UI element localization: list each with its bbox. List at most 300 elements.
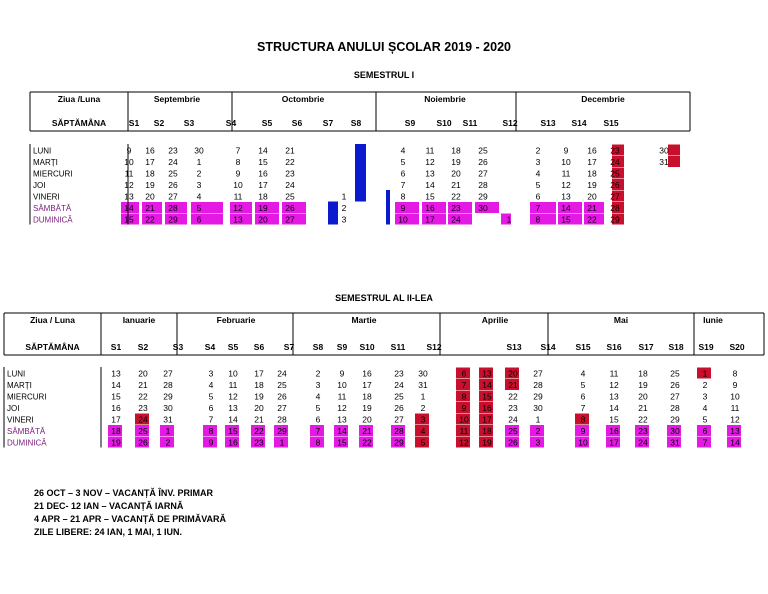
day-name: MARȚI <box>33 158 58 167</box>
date-cell: 29 <box>670 414 680 425</box>
date-cell: 19 <box>254 391 264 402</box>
week-label: S2 <box>137 342 149 352</box>
date-cell: 5 <box>580 380 586 390</box>
date-cell: 28 <box>277 414 287 425</box>
date-cell: 23 <box>168 145 178 156</box>
date-cell: 21 <box>587 203 597 213</box>
week-label: S4 <box>204 342 216 352</box>
date-cell: 26 <box>138 437 148 448</box>
month-label: Octombrie <box>281 94 325 104</box>
day-name: VINERI <box>33 192 60 202</box>
date-cell: 27 <box>163 368 173 379</box>
date-cell: 28 <box>670 403 680 413</box>
date-cell: 26 <box>670 380 680 390</box>
date-cell: 17 <box>111 414 121 425</box>
date-cell: 28 <box>478 180 488 190</box>
date-cell: 2 <box>165 437 171 448</box>
date-cell: 6 <box>580 391 586 402</box>
date-cell: 11 <box>730 403 740 413</box>
date-cell: 20 <box>451 168 461 179</box>
date-cell: 30 <box>533 403 543 413</box>
date-cell: 23 <box>254 437 264 448</box>
week-label: S7 <box>283 342 295 352</box>
date-cell: 22 <box>254 426 264 436</box>
date-cell: 9 <box>580 426 586 436</box>
date-cell: 9 <box>208 437 214 448</box>
date-cell: 17 <box>425 214 435 225</box>
date-cell: 19 <box>145 180 155 190</box>
date-cell: 12 <box>425 157 435 167</box>
date-cell: 3 <box>420 414 426 425</box>
date-cell: 16 <box>362 368 372 379</box>
date-cell: 27 <box>670 391 680 402</box>
date-cell: 29 <box>163 391 173 402</box>
vacation-notes <box>34 487 226 539</box>
day-name: MIERCURI <box>33 169 73 179</box>
week-label: S6 <box>291 118 303 128</box>
date-cell: 20 <box>254 403 264 413</box>
semester-1-title: SEMESTRUL I <box>353 70 415 80</box>
date-cell: 23 <box>638 426 648 436</box>
date-cell: 21 <box>362 426 372 436</box>
date-cell: 12 <box>561 180 571 190</box>
day-name: DUMINICĂ <box>33 215 73 225</box>
date-cell: 16 <box>111 403 121 413</box>
date-cell: 18 <box>451 145 461 156</box>
date-cell: 23 <box>508 403 518 413</box>
date-cell: 17 <box>145 157 155 167</box>
date-cell: 5 <box>535 180 541 190</box>
date-cell: 24 <box>451 214 461 225</box>
date-cell: 18 <box>362 391 372 402</box>
date-cell: 20 <box>587 191 597 202</box>
date-cell: 11 <box>425 145 435 156</box>
week-label: S12 <box>502 118 518 128</box>
date-cell: 21 <box>508 380 518 390</box>
week-label: S18 <box>668 342 684 352</box>
week-label: S5 <box>227 342 239 352</box>
date-cell: 5 <box>208 391 214 402</box>
date-cell: 18 <box>587 168 597 179</box>
week-label: S2 <box>153 118 165 128</box>
week-label: S13 <box>506 342 522 352</box>
date-cell: 5 <box>420 437 426 448</box>
date-cell: 26 <box>394 403 404 413</box>
date-cell: 24 <box>638 437 648 448</box>
date-cell: 4 <box>196 191 202 202</box>
date-cell: 21 <box>145 203 155 213</box>
date-cell: 12 <box>233 203 243 213</box>
date-cell: 25 <box>168 168 178 179</box>
date-cell: 5 <box>400 157 406 167</box>
date-cell: 2 <box>535 426 541 436</box>
date-cell: 4 <box>580 368 586 379</box>
date-cell: 14 <box>111 380 121 390</box>
date-cell: 18 <box>638 368 648 379</box>
date-cell: 26 <box>610 180 620 190</box>
date-cell: 28 <box>168 203 178 213</box>
date-cell: 2 <box>341 203 347 213</box>
date-cell: 12 <box>459 437 469 448</box>
date-cell: 17 <box>258 180 268 190</box>
date-cell: 4 <box>702 403 708 413</box>
week-label: S12 <box>426 342 442 352</box>
magenta-day-cell <box>530 202 556 213</box>
date-cell: 25 <box>285 191 295 202</box>
date-cell: 4 <box>420 426 426 436</box>
date-cell: 4 <box>400 145 406 156</box>
date-cell: 3 <box>535 157 541 167</box>
week-label: S10 <box>436 118 452 128</box>
date-cell: 11 <box>459 426 469 436</box>
date-cell: 10 <box>124 157 134 167</box>
week-label: S15 <box>603 118 619 128</box>
date-cell: 22 <box>285 157 295 167</box>
date-cell: 1 <box>165 426 171 436</box>
date-cell: 6 <box>315 414 321 425</box>
week-label: S9 <box>336 342 348 352</box>
date-cell: 9 <box>339 368 345 379</box>
date-cell: 16 <box>228 437 238 448</box>
date-cell: 31 <box>659 157 669 167</box>
date-cell: 16 <box>609 426 619 436</box>
date-cell: 2 <box>420 403 426 413</box>
date-cell: 27 <box>478 168 488 179</box>
date-cell: 21 <box>138 380 148 390</box>
month-label: Septembrie <box>153 94 201 104</box>
date-cell: 13 <box>730 426 740 436</box>
date-cell: 2 <box>535 145 541 156</box>
date-cell: 9 <box>732 380 738 390</box>
month-label: Iunie <box>703 315 723 325</box>
date-cell: 14 <box>730 437 740 448</box>
date-cell: 13 <box>482 368 492 379</box>
date-cell: 22 <box>508 391 518 402</box>
week-label: S5 <box>261 118 273 128</box>
date-cell: 10 <box>459 414 469 425</box>
blue-block <box>386 190 390 225</box>
date-cell: 25 <box>508 426 518 436</box>
date-cell: 1 <box>341 191 347 202</box>
date-cell: 12 <box>124 180 134 190</box>
week-label: S14 <box>571 118 587 128</box>
date-cell: 1 <box>420 391 426 402</box>
date-cell: 25 <box>394 391 404 402</box>
date-cell: 9 <box>126 145 132 156</box>
date-cell: 17 <box>254 368 264 379</box>
date-cell: 8 <box>315 437 321 448</box>
semester-2-title: SEMESTRUL AL II-LEA <box>335 293 433 303</box>
magenta-day-cell <box>530 214 556 225</box>
day-name: VINERI <box>7 415 34 425</box>
blue-block <box>328 202 338 225</box>
date-cell: 24 <box>277 368 287 379</box>
date-cell: 10 <box>398 214 408 225</box>
date-cell: 16 <box>425 203 435 213</box>
red-day-cell <box>668 156 680 167</box>
date-cell: 21 <box>285 145 295 156</box>
date-cell: 19 <box>258 203 268 213</box>
date-cell: 8 <box>208 426 214 436</box>
date-cell: 26 <box>478 157 488 167</box>
date-cell: 15 <box>111 391 121 402</box>
week-label: S6 <box>253 342 265 352</box>
date-cell: 7 <box>461 380 467 390</box>
week-label: S10 <box>359 342 375 352</box>
date-cell: 4 <box>315 391 321 402</box>
date-cell: 2 <box>702 380 708 390</box>
date-cell: 13 <box>337 414 347 425</box>
date-cell: 25 <box>478 145 488 156</box>
date-cell: 11 <box>561 168 571 179</box>
date-cell: 1 <box>702 368 708 379</box>
date-cell: 9 <box>235 168 241 179</box>
date-cell: 14 <box>258 145 268 156</box>
day-name: MIERCURI <box>7 392 47 402</box>
week-label: S14 <box>540 342 556 352</box>
date-cell: 23 <box>285 168 295 179</box>
date-cell: 1 <box>196 157 202 167</box>
date-cell: 3 <box>196 180 202 190</box>
date-cell: 27 <box>168 191 178 202</box>
date-cell: 29 <box>168 214 178 225</box>
date-cell: 10 <box>578 437 588 448</box>
date-cell: 28 <box>394 426 404 436</box>
date-cell: 13 <box>228 403 238 413</box>
date-cell: 6 <box>461 368 467 379</box>
date-cell: 9 <box>400 203 406 213</box>
week-header-label: SĂPTĂMÂNA <box>51 118 107 128</box>
date-cell: 8 <box>400 191 406 202</box>
date-cell: 25 <box>277 380 287 390</box>
date-cell: 13 <box>124 191 134 202</box>
date-cell: 6 <box>702 426 708 436</box>
date-cell: 21 <box>254 414 264 425</box>
date-cell: 26 <box>508 437 518 448</box>
date-cell: 8 <box>461 391 467 402</box>
date-cell: 22 <box>451 191 461 202</box>
day-name: SÂMBĂTĂ <box>33 204 72 213</box>
date-cell: 22 <box>138 391 148 402</box>
date-cell: 8 <box>732 368 738 379</box>
date-cell: 23 <box>610 145 620 156</box>
header-label: Ziua /Luna <box>57 94 101 104</box>
date-cell: 27 <box>394 414 404 425</box>
date-cell: 15 <box>258 157 268 167</box>
week-label: S1 <box>110 342 122 352</box>
week-label: S19 <box>698 342 714 352</box>
day-name: JOI <box>7 404 20 413</box>
date-cell: 26 <box>285 203 295 213</box>
date-cell: 15 <box>561 214 571 225</box>
date-cell: 2 <box>196 168 202 179</box>
date-cell: 14 <box>482 380 492 390</box>
header-label: Ziua / Luna <box>30 315 75 325</box>
date-cell: 26 <box>277 391 287 402</box>
date-cell: 2 <box>315 368 321 379</box>
date-cell: 7 <box>535 203 541 213</box>
date-cell: 30 <box>163 403 173 413</box>
date-cell: 20 <box>138 368 148 379</box>
week-label: S9 <box>404 118 416 128</box>
date-cell: 12 <box>228 391 238 402</box>
date-cell: 13 <box>233 214 243 225</box>
date-cell: 11 <box>233 191 243 202</box>
date-cell: 29 <box>610 214 620 225</box>
week-label: S16 <box>606 342 622 352</box>
date-cell: 20 <box>638 391 648 402</box>
date-cell: 18 <box>258 191 268 202</box>
date-cell: 27 <box>610 191 620 202</box>
date-cell: 27 <box>533 368 543 379</box>
date-cell: 3 <box>341 214 347 225</box>
date-cell: 4 <box>535 168 541 179</box>
date-cell: 30 <box>418 368 428 379</box>
date-cell: 21 <box>451 180 461 190</box>
date-cell: 14 <box>561 203 571 213</box>
date-cell: 16 <box>587 145 597 156</box>
date-cell: 10 <box>233 180 243 190</box>
date-cell: 3 <box>535 437 541 448</box>
date-cell: 23 <box>394 368 404 379</box>
month-label: Mai <box>613 315 629 325</box>
note-line: ZILE LIBERE: 24 IAN, 1 MAI, 1 IUN. <box>34 527 183 537</box>
date-cell: 23 <box>138 403 148 413</box>
date-cell: 5 <box>702 414 708 425</box>
date-cell: 28 <box>163 380 173 390</box>
date-cell: 11 <box>337 391 347 402</box>
date-cell: 19 <box>451 157 461 167</box>
date-cell: 25 <box>138 426 148 436</box>
date-cell: 24 <box>394 380 404 390</box>
date-cell: 24 <box>610 157 620 167</box>
date-cell: 19 <box>638 380 648 390</box>
week-header-label: SĂPTĂMÂNA <box>25 342 80 352</box>
red-day-cell <box>668 145 680 156</box>
date-cell: 10 <box>337 380 347 390</box>
date-cell: 15 <box>609 414 619 425</box>
date-cell: 6 <box>196 214 202 225</box>
date-cell: 31 <box>418 380 428 390</box>
date-cell: 30 <box>659 145 669 156</box>
week-label: S1 <box>128 118 140 128</box>
date-cell: 3 <box>315 380 321 390</box>
date-cell: 16 <box>258 168 268 179</box>
note-line: 26 OCT – 3 NOV – VACANȚĂ ÎNV. PRIMAR <box>34 488 214 498</box>
date-cell: 24 <box>138 414 148 425</box>
date-cell: 15 <box>337 437 347 448</box>
week-label: S11 <box>462 118 478 128</box>
week-label: S13 <box>540 118 556 128</box>
date-cell: 10 <box>561 157 571 167</box>
date-cell: 13 <box>425 168 435 179</box>
date-cell: 1 <box>506 214 512 225</box>
day-name: JOI <box>33 181 46 190</box>
date-cell: 14 <box>425 180 435 190</box>
note-line: 4 APR – 21 APR – VACANȚĂ DE PRIMĂVARĂ <box>34 514 227 524</box>
day-name: DUMINICĂ <box>7 438 47 448</box>
date-cell: 15 <box>482 391 492 402</box>
date-cell: 13 <box>561 191 571 202</box>
date-cell: 21 <box>638 403 648 413</box>
date-cell: 20 <box>362 414 372 425</box>
date-cell: 16 <box>145 145 155 156</box>
date-cell: 9 <box>563 145 569 156</box>
month-label: Aprilie <box>481 315 509 325</box>
week-label: S4 <box>225 118 237 128</box>
week-label: S20 <box>729 342 745 352</box>
date-cell: 11 <box>228 380 238 390</box>
date-cell: 6 <box>208 403 214 413</box>
date-cell: 22 <box>587 214 597 225</box>
date-cell: 7 <box>400 180 406 190</box>
day-name: MARȚI <box>7 381 32 390</box>
blue-block <box>355 144 366 202</box>
date-cell: 17 <box>587 157 597 167</box>
date-cell: 18 <box>482 426 492 436</box>
date-cell: 14 <box>337 426 347 436</box>
date-cell: 7 <box>235 145 241 156</box>
date-cell: 11 <box>124 168 134 179</box>
date-cell: 5 <box>196 203 202 213</box>
date-cell: 14 <box>124 203 134 213</box>
date-cell: 6 <box>400 168 406 179</box>
date-cell: 25 <box>610 168 620 179</box>
date-cell: 8 <box>235 157 241 167</box>
date-cell: 29 <box>394 437 404 448</box>
date-cell: 30 <box>194 145 204 156</box>
week-label: S3 <box>172 342 184 352</box>
date-cell: 1 <box>535 414 541 425</box>
date-cell: 27 <box>285 214 295 225</box>
date-cell: 28 <box>610 203 620 213</box>
week-label: S15 <box>575 342 591 352</box>
date-cell: 10 <box>730 391 740 402</box>
date-cell: 19 <box>482 437 492 448</box>
date-cell: 13 <box>111 368 121 379</box>
date-cell: 7 <box>208 414 214 425</box>
date-cell: 17 <box>362 380 372 390</box>
date-cell: 7 <box>315 426 321 436</box>
week-label: S3 <box>183 118 195 128</box>
date-cell: 9 <box>461 403 467 413</box>
date-cell: 19 <box>111 437 121 448</box>
date-cell: 6 <box>535 191 541 202</box>
page-title: STRUCTURA ANULUI ȘCOLAR 2019 - 2020 <box>257 40 511 54</box>
week-label: S11 <box>390 342 406 352</box>
date-cell: 15 <box>124 214 134 225</box>
month-label: Ianuarie <box>122 315 156 325</box>
date-cell: 1 <box>279 437 285 448</box>
week-label: S17 <box>638 342 654 352</box>
date-cell: 22 <box>638 414 648 425</box>
date-cell: 19 <box>362 403 372 413</box>
month-label: Februarie <box>216 315 256 325</box>
date-cell: 29 <box>478 191 488 202</box>
date-cell: 8 <box>535 214 541 225</box>
date-cell: 3 <box>702 391 708 402</box>
date-cell: 29 <box>277 426 287 436</box>
date-cell: 31 <box>670 437 680 448</box>
date-cell: 26 <box>168 180 178 190</box>
date-cell: 18 <box>111 426 121 436</box>
day-name: SÂMBĂTĂ <box>7 427 46 436</box>
date-cell: 12 <box>730 414 740 425</box>
date-cell: 16 <box>482 403 492 413</box>
date-cell: 29 <box>533 391 543 402</box>
week-label: S8 <box>312 342 324 352</box>
date-cell: 10 <box>228 368 238 379</box>
